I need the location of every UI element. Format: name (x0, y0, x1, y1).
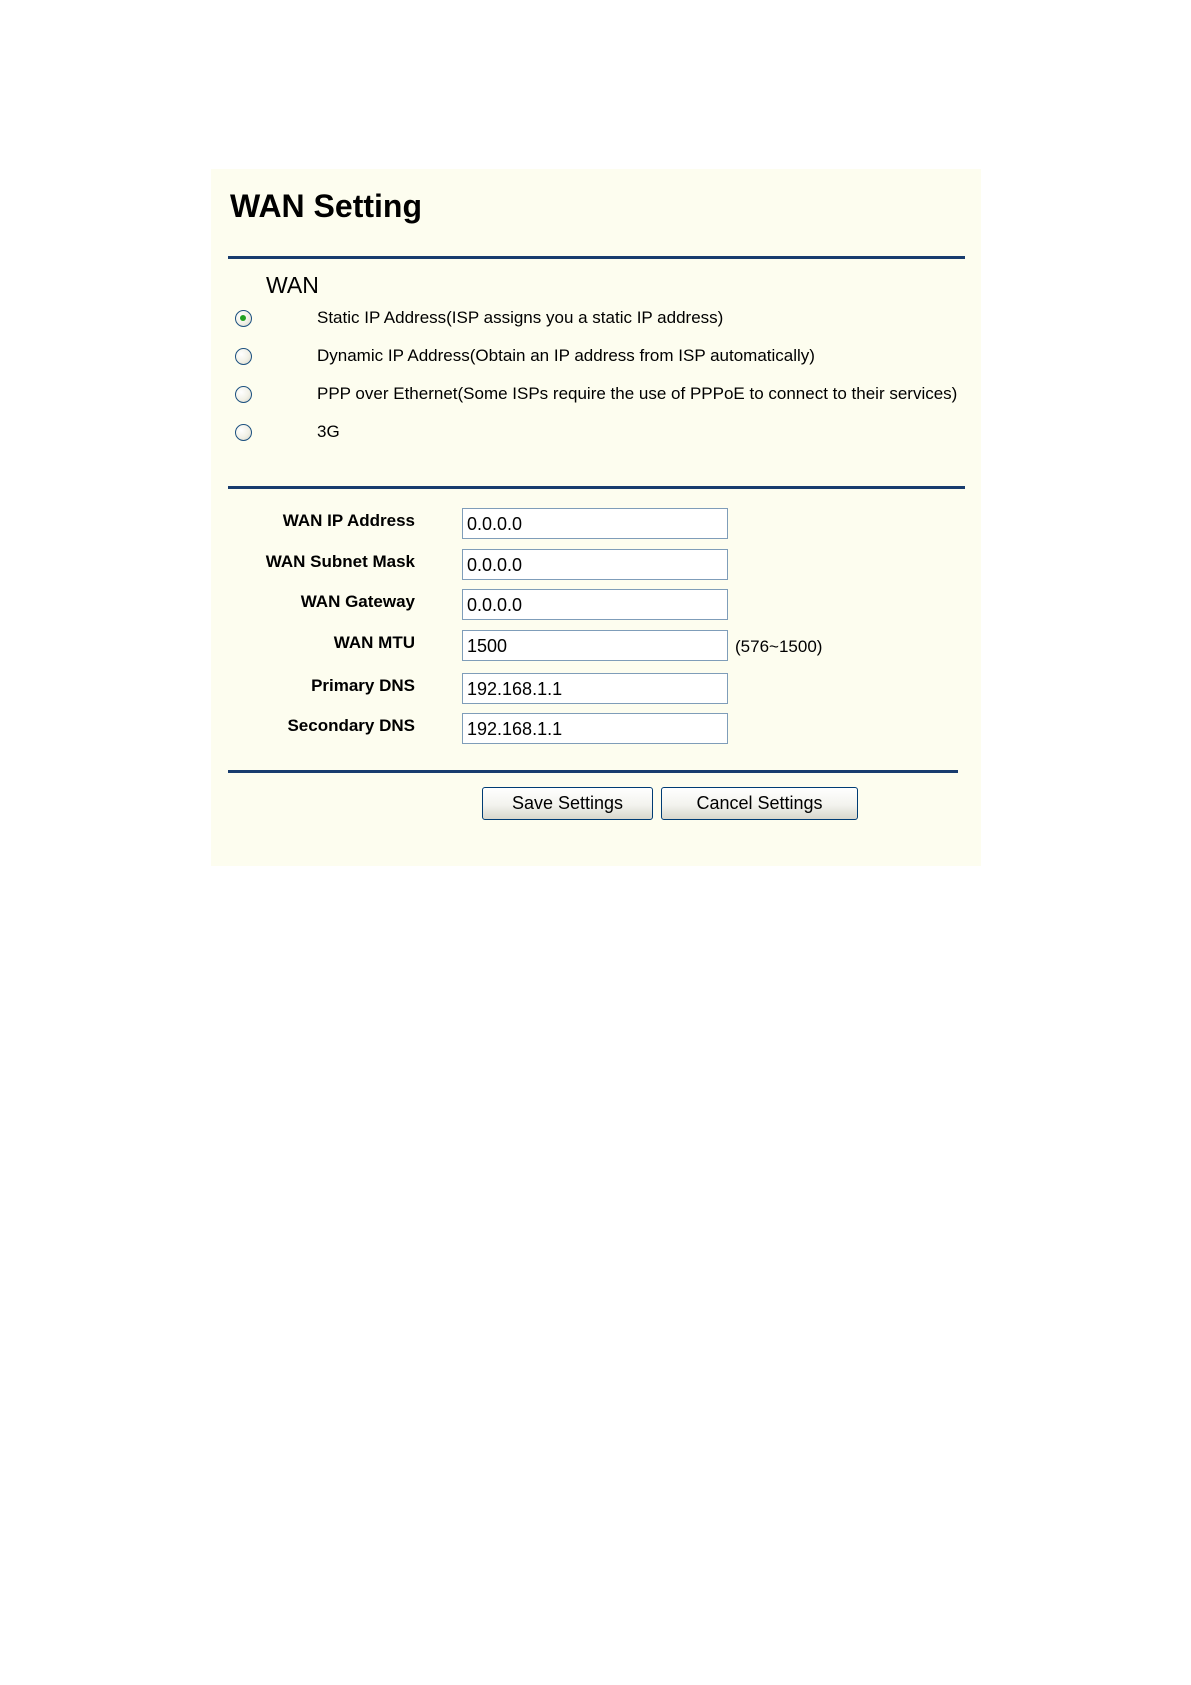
wan-option-static-ip[interactable] (235, 307, 975, 333)
primary-dns-row (228, 673, 968, 705)
wan-subnet-mask-input[interactable] (462, 549, 728, 580)
secondary-dns-input[interactable] (462, 713, 728, 744)
wan-ip-address-input[interactable] (462, 508, 728, 539)
title-divider (228, 256, 965, 259)
wan-mtu-row (228, 630, 968, 662)
dynamic-ip-label: Dynamic IP Address(Obtain an IP address from ISP automatically) (317, 346, 815, 365)
wan-mtu-input[interactable] (462, 630, 728, 661)
wan-mtu-label: WAN MTU (333, 633, 415, 652)
wan-gateway-row (228, 589, 968, 621)
wan-section-heading: WAN (266, 272, 319, 298)
wan-gateway-label: WAN Gateway (300, 592, 415, 611)
options-divider (228, 486, 965, 489)
pppoe-label: PPP over Ethernet(Some ISPs require the use of PPPoE to connect to their services) (317, 384, 958, 403)
wan-option-pppoe[interactable] (235, 383, 975, 409)
primary-dns-label: Primary DNS (311, 676, 415, 695)
wan-option-3g[interactable] (235, 421, 975, 447)
secondary-dns-row (228, 713, 968, 745)
3g-label: 3G (317, 422, 340, 441)
save-settings-button[interactable]: Save Settings (482, 787, 653, 820)
cancel-settings-button[interactable]: Cancel Settings (661, 787, 858, 820)
fields-divider (228, 770, 958, 773)
static-ip-radio[interactable] (235, 310, 252, 327)
wan-option-dynamic-ip[interactable] (235, 345, 975, 371)
dynamic-ip-radio[interactable] (235, 348, 252, 365)
primary-dns-input[interactable] (462, 673, 728, 704)
wan-gateway-input[interactable] (462, 589, 728, 620)
wan-subnet-mask-row (228, 549, 968, 581)
wan-mtu-range-hint: (576~1500) (735, 637, 823, 656)
page-title: WAN Setting (230, 188, 422, 224)
wan-subnet-mask-label: WAN Subnet Mask (265, 552, 415, 571)
secondary-dns-label: Secondary DNS (287, 716, 415, 735)
static-ip-label: Static IP Address(ISP assigns you a static IP address) (317, 308, 724, 327)
pppoe-radio[interactable] (235, 386, 252, 403)
wan-setting-panel (211, 169, 981, 866)
3g-radio[interactable] (235, 424, 252, 441)
radio-selected-dot (240, 315, 246, 321)
wan-ip-address-label: WAN IP Address (282, 511, 415, 530)
wan-ip-address-row (228, 508, 968, 540)
